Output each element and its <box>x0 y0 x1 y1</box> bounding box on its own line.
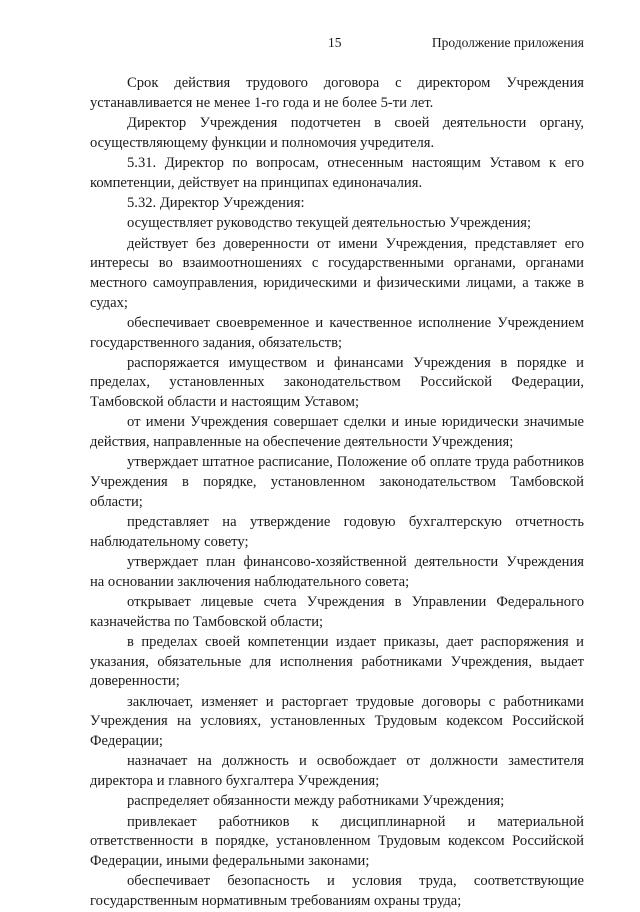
document-body <box>90 74 584 912</box>
paragraph: осуществляет руководство текущей деятельностью Учреждения; <box>127 215 532 232</box>
paragraph: от имени Учреждения совершает сделки и иные юридически значимые действия, направленные на обеспечение деятельности Учреждения; <box>90 414 584 451</box>
paragraph: заключает, изменяет и расторгает трудовые договоры с работниками Учреждения на условиях, установленных Трудовым кодексом Российской Федерации; <box>90 693 584 749</box>
paragraph: 5.32. Директор Учреждения: <box>127 194 305 211</box>
paragraph: привлекает работников к дисциплинарной и материальной ответственности в порядке, установленном Трудовым кодексом Российской Федерации, иными федеральными законами; <box>90 813 584 869</box>
paragraph: утверждает штатное расписание, Положение об оплате труда работников Учреждения в порядке, установленном законодательством Тамбовской области; <box>90 454 584 510</box>
paragraph: в пределах своей компетенции издает приказы, дает распоряжения и указания, обязательные для исполнения работниками Учреждения, выдает доверенности; <box>90 633 584 690</box>
paragraph: назначает на должность и освобождает от должности заместителя директора и главного бухгалтера Учреждения; <box>90 753 584 789</box>
paragraph: открывает лицевые счета Учреждения в Управлении Федерального казначейства по Тамбовской области; <box>90 594 584 630</box>
paragraph: действует без доверенности от имени Учреждения, представляет его интересы во взаимоотношениях с государственными органами, органами местного самоуправления, юридическими и физическими лицами, а также в судах; <box>90 235 584 311</box>
paragraph: обеспечивает своевременное и качественное исполнение Учреждением государственного задания, обязательств; <box>90 314 584 351</box>
running-header: Продолжение приложения <box>431 35 584 50</box>
paragraph: обеспечивает безопасность и условия труда, соответствующие государственным нормативным требованиям охраны труда; <box>90 873 584 909</box>
paragraph: распределяет обязанности между работниками Учреждения; <box>127 793 505 810</box>
paragraph: распоряжается имуществом и финансами Учреждения в порядке и пределах, установленных законодательством Российской Федерации, Тамбовской области и настоящим Уставом; <box>90 354 584 411</box>
page-number: 15 <box>328 35 342 50</box>
paragraph: утверждает план финансово-хозяйственной деятельности Учреждения на основании заключения наблюдательного совета; <box>90 554 584 590</box>
paragraph: представляет на утверждение годовую бухгалтерскую отчетность наблюдательному совету; <box>90 514 584 550</box>
paragraph: 5.31. Директор по вопросам, отнесенным настоящим Уставом к его компетенции, действует на принципах единоначалия. <box>90 154 584 191</box>
paragraph: Срок действия трудового договора с директором Учреждения устанавливается не менее 1-го года и не более 5-ти лет. <box>90 75 584 111</box>
paragraph: Директор Учреждения подотчетен в своей деятельности органу, осуществляющему функции и полномочия учредителя. <box>90 114 584 151</box>
